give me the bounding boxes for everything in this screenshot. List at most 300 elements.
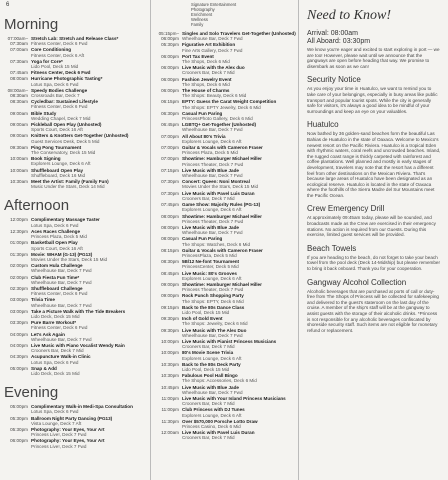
event-title: Live Music with Pianist Princess Musicians — [182, 338, 277, 344]
event-time — [153, 293, 182, 303]
event-title: Trivia Time — [31, 297, 55, 303]
info-column — [298, 0, 448, 480]
event-time-start: 07:45am — [10, 70, 28, 76]
event-time — [153, 31, 182, 41]
event-title: Basketball Open Play — [31, 240, 78, 246]
event-time-start: 09:30pm — [161, 327, 179, 333]
event-time — [2, 168, 31, 178]
event-time — [2, 427, 31, 437]
event-time — [2, 354, 31, 364]
event-time — [153, 77, 182, 87]
event-time — [153, 282, 182, 292]
event-time — [153, 145, 182, 155]
schedule-event — [2, 217, 148, 227]
schedule-event — [153, 88, 297, 98]
schedule-event — [153, 42, 297, 52]
event-time — [2, 76, 31, 86]
event-time-start: 10:00pm — [161, 338, 179, 344]
event-title: Speedy Bodies Challenge — [31, 87, 88, 93]
event-time-start: 05:00pm — [10, 404, 28, 410]
event-title: Shuffleboard Open Play — [31, 167, 84, 173]
event-details — [182, 396, 297, 406]
schedule-event — [153, 396, 297, 406]
event-time-start: 03:00pm — [10, 308, 28, 314]
legend-item: Family — [191, 22, 204, 27]
event-time — [153, 350, 182, 360]
schedule-event — [2, 286, 148, 296]
event-time-start: 05:15pm– — [158, 31, 179, 36]
event-details — [31, 179, 148, 189]
event-time — [153, 156, 182, 166]
event-details — [31, 332, 148, 342]
event-location: Lido Deck, Deck 15 Mid — [31, 370, 80, 376]
event-time-start: 08:30pm — [161, 259, 179, 265]
event-time-start: 12:30pm — [10, 228, 28, 234]
event-time — [2, 47, 31, 57]
event-location: Explorers Lounge, Deck 6 Aft — [31, 161, 91, 167]
event-time-start: 08:00am– — [7, 87, 28, 93]
event-details — [182, 385, 297, 395]
event-time-start: 07:00am — [10, 47, 28, 53]
schedule-event — [2, 168, 148, 178]
crew-drill-text: At approximately 09:45am today, please will be sounded, and broadcasts made as the Crew are exercised in their emergency stations. No action is required from our Guests. During this exercise, limited guest services will be provided. — [307, 215, 436, 238]
event-time — [153, 259, 182, 269]
event-location: Princess Theater, Deck 7 Fwd — [182, 218, 244, 224]
event-location: Vista Lounge, Deck 7 Aft — [31, 420, 82, 426]
event-time — [2, 36, 31, 46]
event-details — [182, 42, 297, 52]
event-time-start: 07:00pm — [161, 145, 179, 151]
event-time — [153, 65, 182, 75]
event-time — [2, 111, 31, 121]
event-details — [31, 145, 148, 155]
event-location: Fitness Center, Deck 6 Fwd — [31, 291, 88, 297]
schedule-event — [2, 416, 148, 426]
event-details — [182, 282, 297, 292]
event-location: The Shops, Deck 6 Mid — [182, 59, 230, 65]
event-title: Casual Fun Paring — [182, 236, 223, 242]
event-location: Crooners Bar, Deck 7 Mid — [182, 70, 235, 76]
schedule-event — [153, 145, 297, 155]
event-time — [153, 168, 182, 178]
event-details — [31, 76, 148, 86]
event-time-start: 06:00pm — [161, 53, 179, 59]
event-location: Princess Plaza, Deck 5 Mid — [31, 234, 87, 240]
event-title: Photography: Your Eyes, Your Art — [31, 438, 105, 444]
event-title: Live Music with Blue Jade — [182, 167, 239, 173]
event-details — [182, 168, 297, 178]
event-details — [31, 309, 148, 319]
event-location: Wheelhouse Bar, Deck 7 Fwd — [31, 279, 92, 285]
schedule-event — [2, 240, 148, 250]
event-time-start: 05:30pm — [161, 42, 179, 48]
event-location: Princess Live!, Deck 7 Fwd — [31, 443, 87, 449]
event-time — [2, 133, 31, 143]
event-details — [182, 419, 297, 429]
beach-towels-text: If you are heading to the beach, do not forget to take your beach towel from the pool deck (Deck 14-Midship) but please remember to bring it back onboard. Thank you for your cooperation. — [307, 254, 441, 272]
event-details — [31, 99, 148, 109]
event-time-start: 06:00pm — [161, 88, 179, 94]
event-title: Live Music with Pavel Luis Duran — [182, 190, 255, 196]
event-details — [31, 217, 148, 227]
event-location: Movies Under the Stars, Deck 15 Mid — [182, 184, 259, 190]
schedule-event — [153, 65, 297, 75]
event-time-start: 09:00am — [10, 122, 28, 128]
event-time-start: 07:15pm — [161, 167, 179, 173]
legend-item: Signature Entertainment — [191, 2, 237, 7]
event-title: Knitters & Knotters Get-Together (Unhosted) — [31, 133, 129, 139]
event-title: Game Show: Majority Rules (PG-13) — [182, 202, 261, 208]
event-location: Princess Plaza, Deck 5 Mid — [182, 150, 238, 156]
schedule-event — [2, 59, 148, 69]
event-time-start: 09:00pm — [161, 293, 179, 299]
activity-legend — [191, 2, 295, 27]
event-details — [182, 214, 297, 224]
event-location: Music Under the Stars, Deck 14 Mid — [31, 184, 105, 190]
afternoon-event-list — [0, 217, 150, 376]
event-time-start: 01:30pm — [10, 251, 28, 257]
event-location: Wheelhouse Bar, Deck 7 Fwd — [182, 36, 243, 42]
event-time — [2, 217, 31, 227]
event-title: EPTY: Guess the Carat Weight Competition — [182, 99, 277, 105]
event-time — [153, 214, 182, 224]
event-time — [153, 271, 182, 281]
event-time-start: 07:30pm — [161, 190, 179, 196]
event-time — [153, 305, 182, 315]
event-time-start: 11:00pm — [161, 396, 179, 401]
event-location: The Shops: EPTY Jewelry, Deck 6 Mid — [182, 104, 261, 110]
event-location: Fitness Center, Deck 6 Fwd — [31, 325, 88, 331]
event-time-start: 04:00pm — [10, 331, 28, 337]
event-details — [182, 145, 297, 155]
event-title: Movie: WHAM (G-13) (PG13) — [31, 251, 93, 257]
security-text: As you enjoy your time in Huatulco, we want to remind you to take care of your belongings, especially in busy areas like public transport and popular tourist spots. While the city is generally safe for visitors, it's always a good idea to be mindful of your surroundings and keep an eye on your valuables. — [307, 86, 438, 114]
schedule-event — [153, 31, 297, 41]
event-location: The Shops: Accessories, Deck 6 Mid — [182, 378, 257, 384]
arrival-text: We know you're eager and excited to start exploring in port — we are too! However, please wait until we announce that the gangways are open before heading that way. We promise to disembark as soon as we can! — [307, 47, 440, 69]
schedule-event — [153, 305, 297, 315]
event-details — [31, 111, 148, 121]
event-location: The Conservatory, Deck 15 Mid — [31, 150, 96, 156]
schedule-event — [2, 76, 148, 86]
event-location: Crossroads Bar, Deck 7 — [31, 93, 80, 99]
event-title: Yoga for Core* — [31, 58, 63, 64]
event-time-start: 04:30pm — [10, 354, 28, 360]
event-details — [182, 54, 297, 64]
event-title: Hurricane Photographic Tasting* — [31, 76, 103, 82]
event-time — [153, 88, 182, 98]
event-location: The Shops: Beauty, Deck 6 Mid — [182, 93, 247, 99]
event-time — [153, 328, 182, 338]
event-time — [153, 179, 182, 189]
event-title: LGBTQ+ Get-Together (Unhosted) — [182, 122, 257, 128]
page-number: 6 — [6, 2, 10, 8]
schedule-event — [2, 438, 148, 448]
event-title: Book Signing — [31, 156, 61, 162]
event-time — [2, 156, 31, 166]
event-title: Cycledbar: Sustained Lifestyle — [31, 99, 98, 105]
event-time-start: 10:30pm — [161, 373, 179, 379]
event-time — [153, 362, 182, 372]
event-time — [153, 122, 182, 132]
event-title: Snap & Add — [31, 365, 57, 371]
schedule-event — [2, 70, 148, 75]
event-time — [153, 99, 182, 109]
event-time — [153, 202, 182, 212]
event-location: Princess Theater, Deck 7 Fwd — [182, 287, 244, 293]
event-location: Crooners Bar, Deck 7 Mid — [182, 344, 235, 350]
event-time-start: 11:00pm — [161, 407, 179, 413]
event-title: Guitar & Vocals with Cameron Fraser — [182, 247, 263, 253]
beach-towels-heading: Beach Towels — [307, 243, 357, 253]
event-time — [153, 407, 182, 417]
event-title: Live Music with Piano Vocalist Wendy Rain — [31, 342, 125, 348]
event-time-start: 09:30am — [10, 144, 28, 150]
event-time — [2, 438, 31, 448]
event-location: Lido Pool, Deck 15 Mid — [182, 309, 230, 315]
event-title: Fabulous Pool Hall Bingo — [182, 373, 238, 379]
event-time — [153, 236, 182, 246]
event-details — [31, 168, 148, 178]
event-details — [182, 225, 297, 235]
schedule-event — [153, 156, 297, 166]
event-title: Back to the 80s Deck Party — [182, 361, 241, 367]
schedule-event — [153, 236, 297, 246]
event-details — [182, 202, 297, 212]
event-location: The Shops, Deck 6 Mid — [182, 81, 230, 87]
event-title: Club Fiesta Fun Time* — [31, 274, 80, 280]
event-details — [182, 407, 297, 417]
event-details — [182, 430, 297, 440]
event-title: Live Music with Pavel Luis Duran — [182, 430, 255, 436]
event-location: Crooners Bar, Deck 7 Mid — [182, 401, 235, 407]
schedule-event — [153, 179, 297, 189]
event-location: Wheelhouse Bar, Deck 7 Fwd — [182, 230, 243, 236]
event-details — [31, 438, 148, 448]
schedule-event — [2, 263, 148, 273]
schedule-event — [153, 77, 297, 87]
event-time — [2, 320, 31, 330]
event-location: Explorers Lounge, Deck 6 Aft — [182, 138, 242, 144]
schedule-event — [153, 168, 297, 178]
event-time-start: 09:00am — [10, 110, 28, 116]
event-time-start: 09:15pm — [161, 304, 179, 310]
event-details — [182, 236, 297, 246]
schedule-event — [2, 297, 148, 307]
schedule-event — [2, 88, 148, 98]
event-title: Back to the 80s Dance Class — [182, 304, 245, 310]
event-location: Fine Arts Gallery, Deck 7 Fwd — [182, 47, 243, 53]
event-title: Photography: Your Eyes, Your Art — [31, 426, 105, 432]
schedule-event — [153, 362, 297, 372]
event-details — [182, 339, 297, 349]
schedule-event — [153, 54, 297, 64]
event-time-start: 06:00pm — [161, 76, 179, 82]
event-time-start: 08:00pm — [161, 236, 179, 242]
event-time-start: 07:00am– — [7, 36, 28, 41]
event-title: Inch of Gold Event — [182, 316, 223, 322]
event-details — [182, 328, 297, 338]
event-time — [2, 366, 31, 376]
schedule-event — [153, 407, 297, 417]
event-time — [2, 297, 31, 307]
event-time — [2, 309, 31, 319]
event-time-start: 05:00pm — [10, 365, 28, 371]
event-details — [31, 275, 148, 285]
event-title: Live Music with Your Island Princess Musicians — [182, 396, 286, 401]
event-time — [153, 191, 182, 201]
event-title: Pickleball Open Play (Unhosted) — [31, 122, 102, 128]
event-title: Fitness Center, Deck 6 Fwd — [31, 70, 91, 76]
schedule-event — [2, 275, 148, 285]
security-heading: Security Notice — [307, 75, 361, 85]
event-time-start: 10:00am — [10, 156, 28, 162]
section-title-morning: Morning — [4, 16, 59, 33]
event-title: Let's Ask Again — [31, 331, 65, 337]
legend-item: Wellness — [191, 17, 208, 22]
event-details — [31, 297, 148, 307]
event-details — [31, 286, 148, 296]
event-time-start: 08:45pm — [161, 270, 179, 276]
schedule-event — [2, 320, 148, 330]
event-details — [182, 248, 297, 258]
event-time — [153, 430, 182, 440]
event-time — [153, 419, 182, 429]
schedule-event — [2, 111, 148, 121]
event-location: Wheelhouse Bar, Deck 7 Fwd — [182, 127, 243, 133]
event-time — [153, 134, 182, 144]
event-title: Complimentary Walk-in Medi-Spa Consultation — [31, 404, 133, 410]
event-time-start: 06:15pm — [161, 99, 179, 105]
event-time — [153, 225, 182, 235]
event-time-start: 08:15pm — [161, 247, 179, 253]
event-location: Wheelhouse Bar, Deck 7 Fwd — [182, 173, 243, 179]
schedule-event — [153, 430, 297, 440]
event-time-end: 06:00pm — [161, 36, 179, 42]
event-location: Crooners Bar, Deck 7 Mid — [31, 348, 84, 354]
event-location: Explorers Lounge, Deck 6 Aft — [182, 207, 242, 213]
event-title: Figurative Art Exhibition — [182, 42, 236, 48]
event-details — [182, 88, 297, 98]
event-location: Crooners Bar, Deck 7 Mid — [182, 195, 235, 201]
arrival-time: Arrival: 08:00am — [307, 30, 358, 37]
event-location: Wheelhouse Bar, Deck 7 Fwd — [182, 389, 243, 395]
schedule-event — [2, 179, 148, 189]
event-title: Bible Study — [31, 110, 57, 116]
event-time-start: 03:30pm — [10, 320, 28, 326]
schedule-event — [153, 328, 297, 338]
schedule-event — [153, 99, 297, 109]
event-details — [182, 305, 297, 315]
schedule-event — [2, 156, 148, 166]
crew-drill-heading: Crew Emergency Drill — [307, 204, 385, 214]
event-title: Custom Hula Challenge — [31, 263, 83, 269]
event-location: Lotus Spa, Deck 6 Fwd — [31, 222, 79, 228]
event-time — [2, 229, 31, 239]
schedule-event — [153, 202, 297, 212]
event-details — [31, 416, 148, 426]
event-title: 80's Movie Scene Trivia — [182, 350, 234, 356]
event-time-start: 02:30pm — [10, 285, 28, 291]
event-time-start: 08:30am — [10, 99, 28, 105]
event-time-start: 06:45pm — [161, 122, 179, 128]
event-details — [31, 320, 148, 330]
event-details — [182, 65, 297, 75]
event-details — [182, 134, 297, 144]
event-time — [2, 70, 31, 75]
event-title: Port Tax Event — [182, 53, 214, 59]
event-details — [31, 47, 148, 57]
event-time-start: 08:00pm — [161, 213, 179, 219]
event-time-start: 07:00pm — [161, 133, 179, 139]
schedule-event — [153, 293, 297, 303]
event-time-start: 05:30pm — [10, 415, 28, 421]
event-title: Complimentary Massage Taster — [31, 217, 100, 223]
event-time — [153, 385, 182, 395]
alcohol-heading: Gangway Alcohol Collection — [307, 277, 407, 287]
event-location: Lotus Spa, Deck 6 Fwd — [31, 359, 79, 365]
event-details — [182, 191, 297, 201]
event-title: Showtime: Hamburger Michael Hiller — [182, 281, 262, 287]
event-time — [2, 275, 31, 285]
event-time — [2, 416, 31, 426]
event-location: Fitness Center, Deck 6 Fwd — [31, 41, 88, 47]
event-time-start: 10:00am — [10, 167, 28, 173]
event-location: Explorers Lounge, Deck 6 Aft — [182, 412, 242, 418]
event-title: Core Conditioning — [31, 47, 72, 53]
event-time — [2, 122, 31, 132]
event-location: Sports Court, Deck 16 Aft — [31, 127, 83, 133]
event-location: Princess Live!, Deck 7 Fwd — [31, 432, 87, 438]
event-time-start: 11:30pm — [161, 418, 179, 424]
event-details — [31, 354, 148, 364]
event-details — [31, 70, 148, 75]
event-time-start: 10:30pm — [161, 361, 179, 367]
event-location: Lotus Spa, Deck 6 Fwd — [31, 81, 79, 87]
schedule-event — [2, 229, 148, 239]
event-details — [31, 229, 148, 239]
event-time-end: 08:30am — [10, 93, 28, 99]
schedule-event — [2, 133, 148, 143]
event-location: Crooners Bar, Deck 7 Mid — [182, 435, 235, 441]
event-time-start: 08:00pm — [161, 224, 179, 230]
info-title: Need to Know! — [307, 8, 391, 23]
event-details — [31, 366, 148, 376]
event-location: The Shops: EPTY, Deck 6 Mid — [182, 298, 244, 304]
event-details — [182, 179, 297, 189]
legend-item: Enrichment — [191, 12, 213, 17]
event-time-start: 10:45pm — [161, 384, 179, 390]
schedule-event — [153, 134, 297, 144]
event-title: Live Music with Blue Jade — [182, 384, 239, 390]
event-time-start: 07:30pm — [161, 179, 179, 185]
event-details — [182, 362, 297, 372]
event-time-start: 01:00pm — [10, 240, 28, 246]
event-details — [182, 259, 297, 269]
schedule-event — [2, 427, 148, 437]
evening-event-list — [0, 404, 150, 449]
event-location: Fitness Center, Deck 6 Fwd — [31, 104, 88, 110]
event-location: Wheelhouse Bar, Deck 7 Fwd — [31, 336, 92, 342]
event-time — [2, 59, 31, 69]
morning-event-list — [0, 36, 150, 189]
event-location: Explorers Lounge, Deck 6 Aft — [182, 355, 242, 361]
event-location: Lido Pool, Deck 15 Mid — [182, 366, 230, 372]
event-time — [2, 332, 31, 342]
event-title: Live Music with the Alex duo — [182, 65, 245, 71]
event-time — [153, 111, 182, 121]
section-title-evening: Evening — [4, 384, 59, 402]
